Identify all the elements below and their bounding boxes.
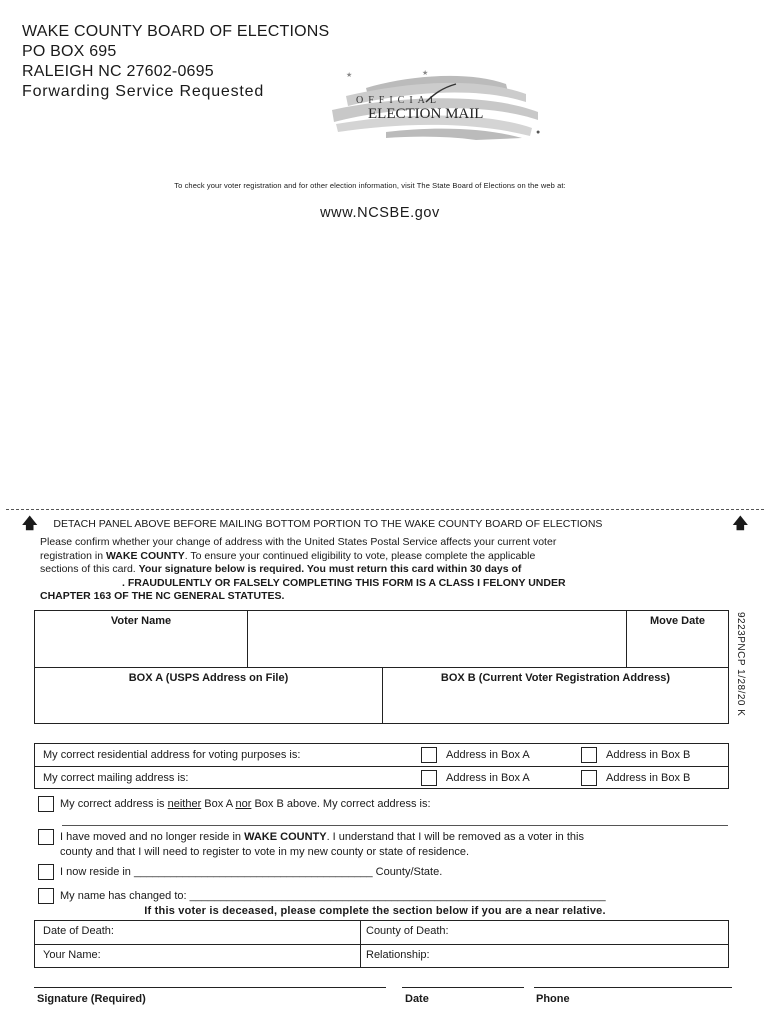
instructions-line-1: Please confirm whether your change of address with the United States Postal Service affects your current voter <box>40 536 557 548</box>
table-row <box>35 944 728 967</box>
new-address-line[interactable] <box>62 825 728 826</box>
return-address <box>22 22 329 102</box>
felony-warning: . FRAUDULENTLY OR FALSELY COMPLETING THIS FORM IS A CLASS I FELONY UNDER <box>122 576 566 589</box>
instructions-line-3 <box>40 563 724 577</box>
residential-box-a-checkbox[interactable] <box>421 747 437 763</box>
arrow-up-icon: 🡅 <box>22 515 38 532</box>
neither-address-option <box>38 797 431 812</box>
deceased-heading: If this voter is deceased, please complete the section below if you are a near relative. <box>144 905 606 917</box>
instructions-text: registration in <box>40 549 106 562</box>
instructions-line-2 <box>40 550 724 564</box>
option-label: Address in Box B <box>606 749 691 761</box>
signature-label: Signature (Required) <box>37 993 146 1005</box>
date-of-death-field[interactable]: Date of Death: <box>35 921 361 944</box>
voter-address-table <box>34 610 729 724</box>
move-date-label: Move Date <box>649 615 706 627</box>
neither-label <box>60 797 431 812</box>
date-line[interactable] <box>402 987 524 988</box>
county-of-death-field[interactable]: County of Death: <box>366 925 449 937</box>
signature-line[interactable] <box>34 987 386 988</box>
return-address-line-1: WAKE COUNTY BOARD OF ELECTIONS <box>22 23 330 40</box>
option-text: Box A <box>201 798 236 810</box>
registration-check-note: To check your voter registration and for other election information, visit The State Board of Elections on the web at: <box>174 181 566 190</box>
reside-checkbox[interactable] <box>38 864 54 880</box>
correct-address-table <box>34 743 729 789</box>
detach-instruction <box>22 516 748 532</box>
table-row <box>35 766 728 788</box>
voter-name-label: Voter Name <box>35 611 248 667</box>
svg-text:★: ★ <box>346 72 353 79</box>
option-text: neither <box>167 798 202 810</box>
table-row <box>35 744 728 766</box>
mailing-box-b-checkbox[interactable] <box>581 770 597 786</box>
website-link[interactable]: www.NCSBE.gov <box>320 205 440 221</box>
statute-reference: CHAPTER 163 OF THE NC GENERAL STATUTES. <box>40 590 285 602</box>
arrow-up-icon: 🡅 <box>732 515 748 532</box>
option-text: I have moved and no longer reside in <box>60 831 245 843</box>
instructions-text: sections of this card. <box>40 563 139 575</box>
instructions-text: . To ensure your continued eligibility to vote, please complete the applicable <box>184 549 536 562</box>
neither-checkbox[interactable] <box>38 796 54 812</box>
instructions <box>40 536 724 604</box>
mailing-box-a-checkbox[interactable] <box>421 770 437 786</box>
table-row <box>35 921 728 944</box>
name-changed-label: My name has changed to: ____________________________________________________________________ <box>60 890 606 902</box>
name-changed-checkbox[interactable] <box>38 888 54 904</box>
forwarding-service-note: Forwarding Service Requested <box>22 83 265 100</box>
moved-checkbox[interactable] <box>38 829 54 845</box>
option-text: . I understand that I will be removed as a voter in this <box>326 831 584 843</box>
box-b-label: BOX B (Current Voter Registration Address) <box>440 672 671 684</box>
mailing-address-label: My correct mailing address is: <box>43 771 189 784</box>
residential-box-b-checkbox[interactable] <box>581 747 597 763</box>
svg-text:●: ● <box>536 129 541 136</box>
option-label: Address in Box A <box>446 749 530 761</box>
residential-address-label: My correct residential address for voting purposes is: <box>43 749 301 761</box>
phone-label: Phone <box>536 993 570 1005</box>
form-id: 9223PNCP 1/28/20 K <box>735 612 746 717</box>
deceased-table <box>34 920 729 968</box>
option-label: Address in Box B <box>606 771 691 784</box>
option-label: Address in Box A <box>446 771 530 784</box>
svg-text:★: ★ <box>422 70 429 77</box>
signature-required-note: Your signature below is required. You must return this card within 30 days of <box>138 563 522 575</box>
option-text: Box B above. My correct address is: <box>251 798 431 810</box>
moved-label <box>60 830 584 860</box>
county-name: WAKE COUNTY <box>105 549 185 562</box>
seal-election-mail-text: ELECTION MAIL <box>368 106 484 122</box>
detach-text: DETACH PANEL ABOVE BEFORE MAILING BOTTOM PORTION TO THE WAKE COUNTY BOARD OF ELECTIONS <box>53 518 603 530</box>
instructions-line-5 <box>40 590 724 604</box>
relationship-field[interactable]: Relationship: <box>366 949 430 961</box>
name-changed-option <box>38 889 606 904</box>
seal-official-text: OFFICIAL <box>356 95 442 106</box>
instructions-line-4 <box>40 577 724 591</box>
date-label: Date <box>405 993 429 1005</box>
return-address-line-2: PO BOX 695 <box>22 43 117 60</box>
reside-option <box>38 865 442 880</box>
return-address-line-3: RALEIGH NC 27602-0695 <box>22 63 214 80</box>
option-text: county and that I will need to register to vote in my new county or state of residence. <box>60 846 470 858</box>
county-name: WAKE COUNTY <box>244 831 327 843</box>
box-a-label: BOX A (USPS Address on File) <box>35 668 383 723</box>
option-text: My correct address is <box>60 798 168 810</box>
moved-option <box>38 830 584 860</box>
option-text: nor <box>235 798 252 810</box>
official-election-mail-logo <box>326 66 552 142</box>
perforation-line <box>6 509 764 510</box>
your-name-field[interactable]: Your Name: <box>35 945 361 967</box>
voter-name-field[interactable] <box>248 611 627 667</box>
phone-line[interactable] <box>534 987 732 988</box>
reside-label: I now reside in _______________________________________ County/State. <box>60 866 443 878</box>
